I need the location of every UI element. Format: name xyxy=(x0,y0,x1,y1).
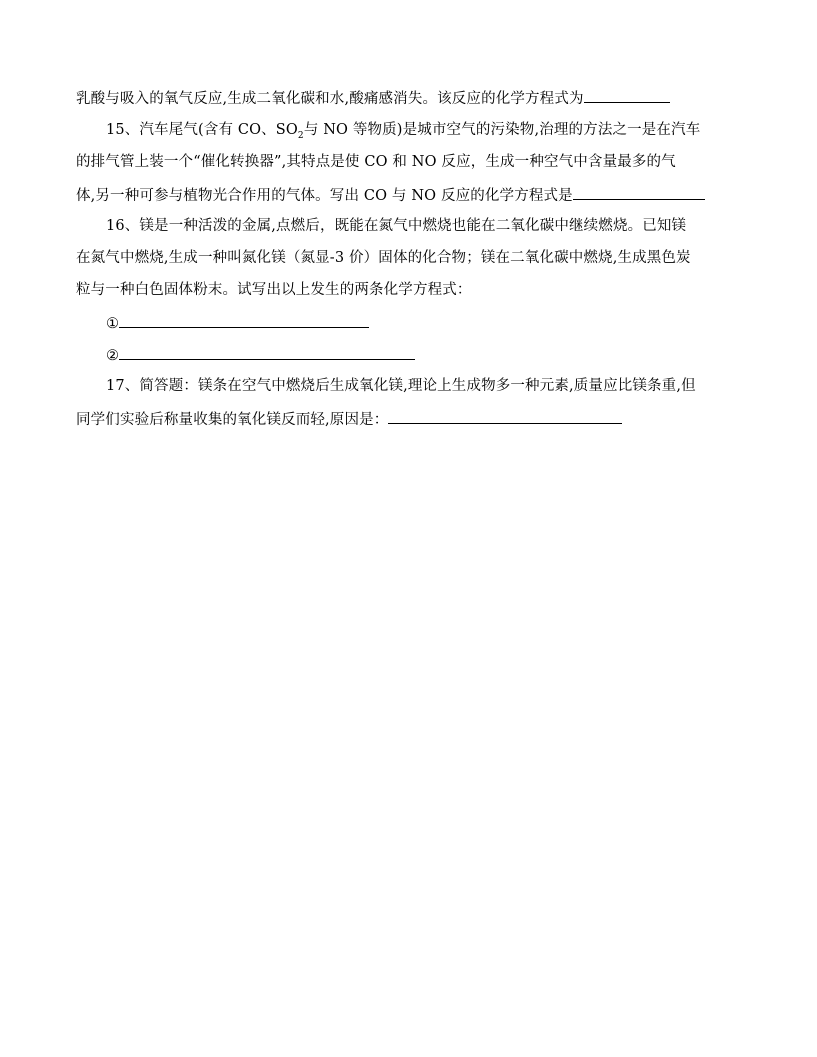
question-17-line-2 xyxy=(76,408,622,430)
answer-blank-q16-1[interactable] xyxy=(119,312,369,328)
q15-text-a1: 15、汽车尾气(含有 CO、SO xyxy=(106,122,298,138)
question-15-line-1 xyxy=(106,120,700,140)
answer-blank-q17[interactable] xyxy=(388,408,622,424)
q16-text-a: 16、镁是一种活泼的金属,点燃后，既能在氮气中燃烧也能在二氧化碳中继续燃烧。已知镁 xyxy=(106,218,687,234)
q15-text-a2: 与 NO 等物质)是城市空气的污染物,治理的方法之一是在汽车 xyxy=(303,122,701,138)
question-17-line-1 xyxy=(106,376,696,396)
question-16-line-2 xyxy=(76,248,691,268)
question-16-line-3 xyxy=(76,280,472,300)
q15-text-c: 体,另一种可参与植物光合作用的气体。写出 CO 与 NO 反应的化学方程式是 xyxy=(76,188,573,204)
q15-subscript: 2 xyxy=(297,130,304,141)
question-16-line-1 xyxy=(106,216,686,236)
q16-marker-2: ② xyxy=(106,348,120,364)
question-16-answer-1 xyxy=(106,312,369,334)
answer-blank-l1[interactable] xyxy=(584,87,670,103)
q16-marker-1: ① xyxy=(106,316,120,332)
question-16-answer-2 xyxy=(106,344,415,366)
q17-text-a: 17、简答题：镁条在空气中燃烧后生成氧化镁,理论上生成物多一种元素,质量应比镁条重,但 xyxy=(106,378,696,394)
text-l1: 乳酸与吸入的氧气反应,生成二氧化碳和水,酸痛感消失。该反应的化学方程式为 xyxy=(76,91,584,107)
answer-blank-q16-2[interactable] xyxy=(119,344,415,360)
q16-text-b: 在氮气中燃烧,生成一种叫氮化镁（氮显-3 价）固体的化合物；镁在二氧化碳中燃烧,生成黑色炭 xyxy=(76,250,691,266)
question-15-line-3 xyxy=(76,184,705,206)
q17-text-b: 同学们实验后称量收集的氧化镁反而轻,原因是： xyxy=(76,412,389,428)
answer-blank-q15[interactable] xyxy=(573,184,705,200)
q15-text-b: 的排气管上装一个“催化转换器”,其特点是使 CO 和 NO 反应，生成一种空气中含量最多的气 xyxy=(76,154,676,170)
q16-text-c: 粒与一种白色固体粉末。试写出以上发生的两条化学方程式： xyxy=(76,282,472,298)
question-15-line-2 xyxy=(76,152,676,172)
text-line xyxy=(76,87,670,109)
